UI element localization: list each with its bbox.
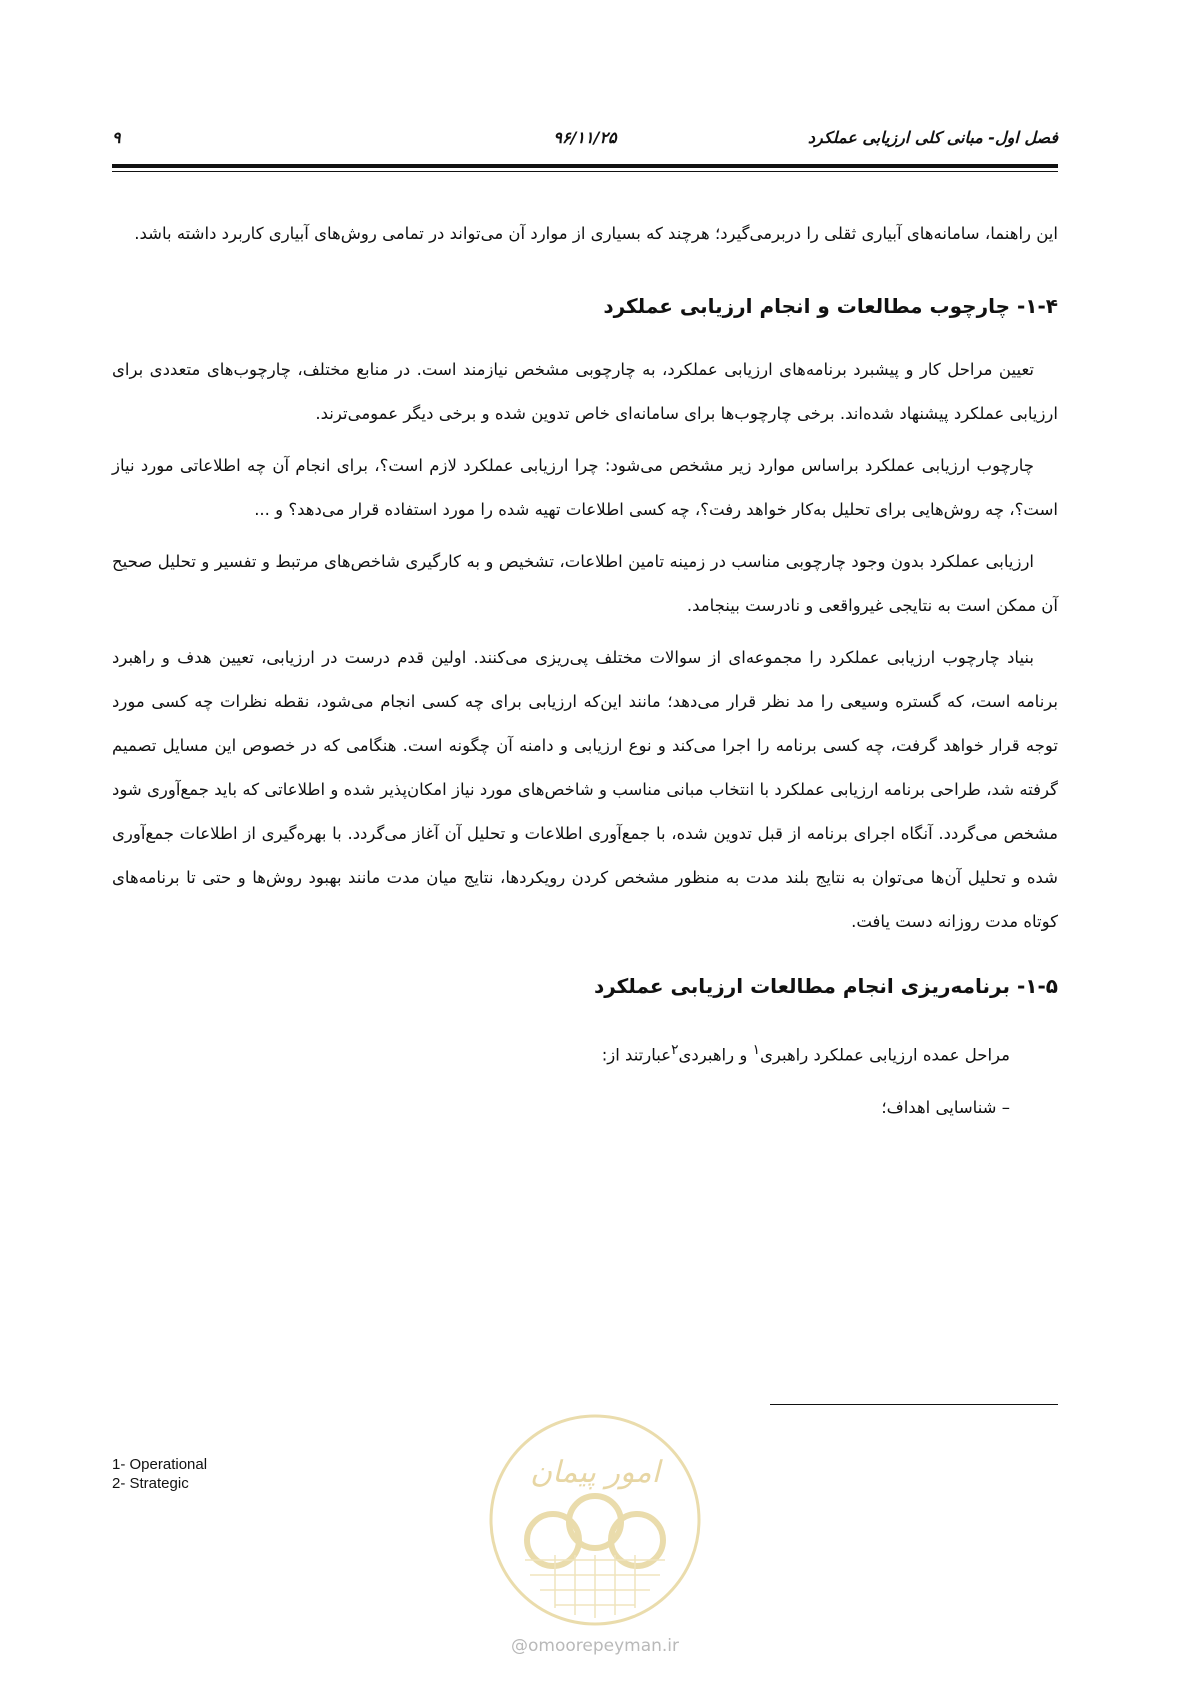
list-item: – شناسایی اهداف؛ [881, 1097, 1010, 1117]
paragraph-1: تعیین مراحل کار و پیشبرد برنامه‌های ارزیابی عملکرد، به چارچوبی مشخص نیازمند است. در منابع مختلف، چارچوب‌های متعددی برای ارزیابی عملکرد پیشنهاد شده‌اند. برخی چارچوب‌ها برای سامانه‌ای خاص تدوین شده و برخی دیگر عمومی‌ترند. [112, 360, 1058, 423]
header-date: ۹۶/۱۱/۲۵ [553, 128, 617, 147]
section-heading-1-4: ۱-۴- چارچوب مطالعات و انجام ارزیابی عملکرد [603, 294, 1058, 318]
watermark-logo [485, 1410, 705, 1630]
footnote-ref-1[interactable]: ۱ [752, 1042, 760, 1058]
paragraph-3: ارزیابی عملکرد بدون وجود چارچوبی مناسب در زمینه تامین اطلاعات، تشخیص و به کارگیری شاخص‌های مرتبط و تفسیر و تحلیل صحیح آن ممکن است به نتایجی غیرواقعی و نادرست بینجامد. [112, 552, 1058, 615]
intro-paragraph: این راهنما، سامانه‌های آبیاری ثقلی را دربرمی‌گیرد؛ هرچند که بسیاری از موارد آن می‌تواند در تمامی روش‌های آبیاری کاربرد داشته باشد. [134, 224, 1058, 243]
footnotes [112, 1455, 207, 1493]
steps-intro-part2: و راهبردی [678, 1045, 753, 1065]
footnote-ref-2[interactable]: ۲ [671, 1042, 679, 1058]
page-body [112, 212, 1058, 1130]
steps-intro-part1: مراحل عمده ارزیابی عملکرد راهبری [759, 1045, 1010, 1065]
steps-intro [112, 1028, 1058, 1078]
section-heading-1-5: ۱-۵- برنامه‌ریزی انجام مطالعات ارزیابی عملکرد [593, 974, 1058, 998]
watermark-url: @omoorepeyman.ir [510, 1636, 680, 1656]
header-rule-thin [112, 171, 1058, 172]
watermark-logo-text: امور پیمان [530, 1455, 660, 1490]
footnote-2: 2- Strategic [112, 1475, 189, 1492]
footnote-1: 1- Operational [112, 1456, 208, 1473]
footnote-rule [770, 1404, 1058, 1405]
page-number: ۹ [112, 128, 121, 147]
paragraph-2: چارچوب ارزیابی عملکرد براساس موارد زیر مشخص می‌شود: چرا ارزیابی عملکرد لازم است؟، برای انجام آن چه اطلاعاتی مورد نیاز است؟، چه روش‌هایی برای تحلیل به‌کار خواهد رفت؟، چه کسی اطلاعات تهیه شده را مورد استفاده قرار می‌دهد؟ و ... [112, 456, 1058, 519]
page-header [112, 128, 1058, 158]
steps-intro-part3: عبارتند از: [601, 1045, 672, 1065]
header-rule-thick [112, 164, 1058, 168]
chapter-title: فصل اول- مبانی کلی ارزیابی عملکرد [807, 128, 1058, 147]
paragraph-4: بنیاد چارچوب ارزیابی عملکرد را مجموعه‌ای از سوالات مختلف پی‌ریزی می‌کنند. اولین قدم درست در ارزیابی، تعیین هدف و راهبرد برنامه است، که گستره وسیعی را مد نظر قرار می‌دهد؛ مانند این‌که ارزیابی برای چه کسی انجام می‌شود، نقطه نظرات چه کسی مورد توجه قرار خواهد گرفت، چه کسی برنامه را اجرا می‌کند و نوع ارزیابی و دامنه آن چگونه است. هنگامی که در خصوص این مسایل تصمیم گرفته شد، طراحی برنامه ارزیابی عملکرد با انتخاب مبانی مناسب و شاخص‌های مورد نیاز امکان‌پذیر شده و اطلاعاتی که باید جمع‌آوری شود مشخص می‌گردد. آنگاه اجرای برنامه از قبل تدوین شده، با جمع‌آوری اطلاعات و تحلیل آن آغاز می‌گردد. با بهره‌گیری از اطلاعات جمع‌آوری شده و تحلیل آن‌ها می‌توان به نتایج بلند مدت به منظور مشخص کردن رویکردها، نتایج میان مدت مانند بهبود روش‌ها و حتی تا برنامه‌های کوتاه مدت روزانه دست یافت. [112, 648, 1058, 931]
